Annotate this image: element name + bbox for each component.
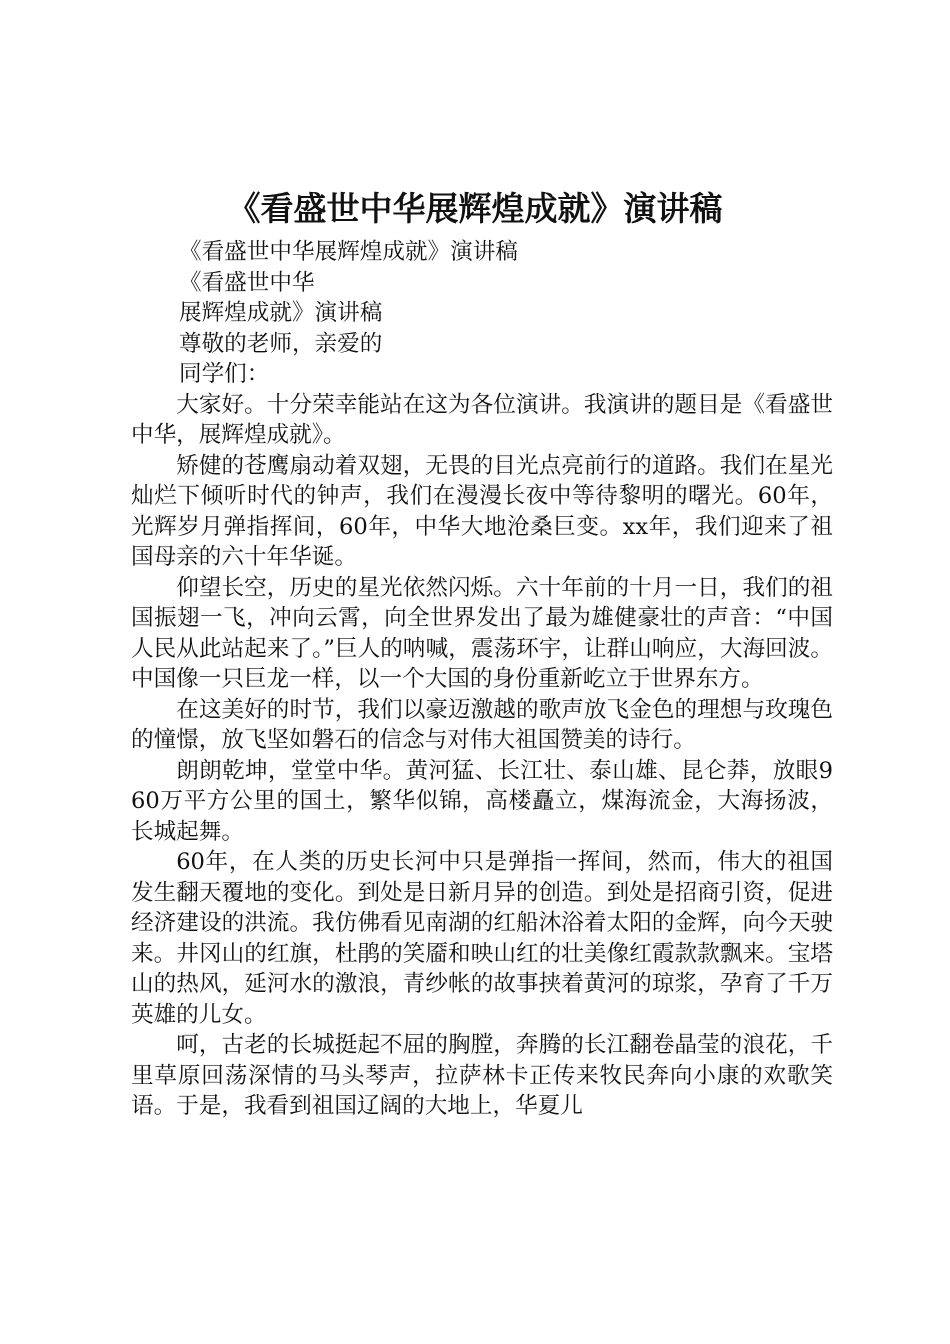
paragraph: 在这美好的时节，我们以豪迈激越的歌声放飞金色的理想与玫瑰色的憧憬，放飞坚如磐石的信念与对伟大祖国赞美的诗行。 [131,696,833,753]
greeting-line: 尊敬的老师，亲爱的 [179,330,383,357]
paragraph: 矫健的苍鹰扇动着双翅，无畏的目光点亮前行的道路。我们在星光灿烂下倾听时代的钟声，我们在漫漫长夜中等待黎明的曙光。60年，光辉岁月弹指挥间，60年，中华大地沧桑巨变。xx年，我们迎来了祖国母亲的六十年华诞。 [131,452,833,570]
paragraph: 仰望长空，历史的星光依然闪烁。六十年前的十月一日，我们的祖国振翅一飞，冲向云霄，向全世界发出了最为雄健豪壮的声音：“中国人民从此站起来了。”巨人的呐喊，震荡环宇，让群山响应，大海回波。中国像一只巨龙一样，以一个大国的身份重新屹立于世界东方。 [131,574,833,692]
paragraph-line: 展辉煌成就》演讲稿 [179,300,383,326]
document-body [131,237,833,1122]
paragraph: 呵，古老的长城挺起不屈的胸膛，奔腾的长江翻卷晶莹的浪花，千里草原回荡深情的马头琴声，拉萨林卡正传来牧民奔向小康的欢歌笑语。于是，我看到祖国辽阔的大地上，华夏儿 [131,1032,833,1119]
document-title: 《看盛世中华展辉煌成就》演讲稿 [227,189,723,228]
paragraph: 60年，在人类的历史长河中只是弹指一挥间，然而，伟大的祖国发生翻天覆地的变化。到处是日新月异的创造。到处是招商引资，促进经济建设的洪流。我仿佛看见南湖的红船沐浴着太阳的金辉，向今天驶来。井冈山的红旗，杜鹃的笑靥和映山红的壮美像红霞款款飘来。宝塔山的热风，延河水的激浪，青纱帐的故事挟着黄河的琼浆，孕育了千万英雄的儿女。 [131,849,833,1028]
greeting-line: 同学们： [179,361,270,387]
paragraph-line: 《看盛世中华展辉煌成就》演讲稿 [179,239,518,265]
paragraph: 朗朗乾坤，堂堂中华。黄河猛、长江壮、泰山雄、昆仑莽，放眼960万平方公里的国土，繁华似锦，高楼矗立，煤海流金，大海扬波，长城起舞。 [131,757,833,845]
paragraph-line: 《看盛世中华 [179,269,315,296]
paragraph: 大家好。十分荣幸能站在这为各位演讲。我演讲的题目是《看盛世中华，展辉煌成就》。 [131,391,833,448]
